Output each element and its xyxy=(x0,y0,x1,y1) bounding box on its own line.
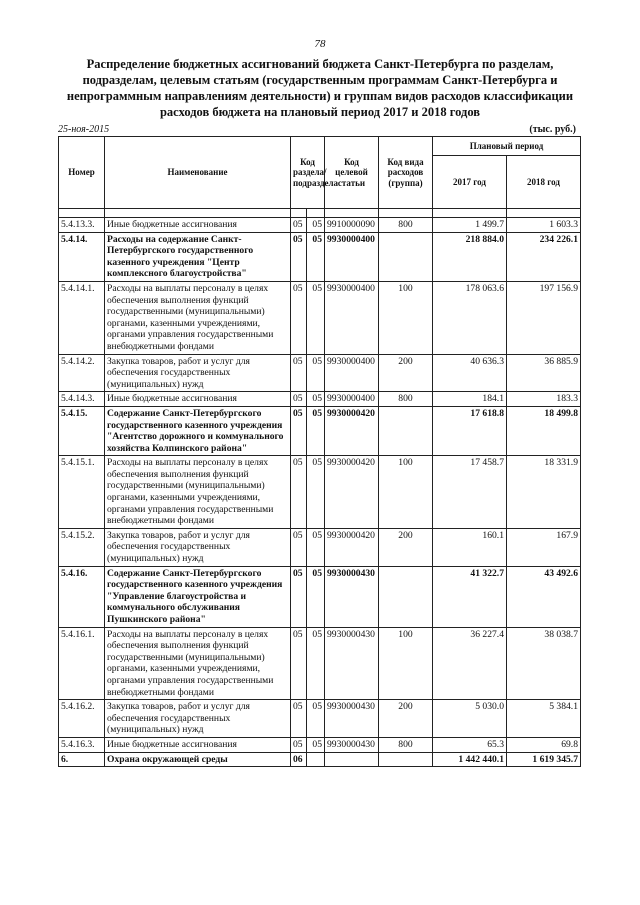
row-subsection-cell: 05 xyxy=(307,700,325,738)
header-name: Наименование xyxy=(105,137,291,209)
document-date: 25-ноя-2015 xyxy=(58,124,110,135)
row-2018-value-cell: 43 492.6 xyxy=(507,566,581,627)
document-title: Распределение бюджетных ассигнований бюджета Санкт-Петербурга по разделам, подразделам, целевым статьям (государственным программам Санкт-Петербурга и непрограммным направлениям деятельности) и группам видов расходов классификации расходов бюджета на плановый период 2017 и 2018 годов xyxy=(66,57,574,119)
row-2017-value-cell: 17 458.7 xyxy=(433,456,507,529)
row-number-cell: 5.4.14.3. xyxy=(59,392,105,407)
header-expense-type: Код вида расходов (группа) xyxy=(379,137,433,209)
row-subsection-cell: 05 xyxy=(307,392,325,407)
spacer-row xyxy=(59,209,581,218)
row-subsection-cell: 05 xyxy=(307,737,325,752)
row-name-cell: Расходы на выплаты персоналу в целях обеспечения выполнения функций государственными (муниципальными) органами, казенными учреждениями, органами управления государственными внебюджетными фондами xyxy=(105,627,291,700)
row-2018-value-cell: 197 156.9 xyxy=(507,281,581,354)
row-section-cell: 05 xyxy=(291,737,307,752)
row-name-cell: Закупка товаров, работ и услуг для обеспечения государственных (муниципальных) нужд xyxy=(105,354,291,392)
row-section-cell: 05 xyxy=(291,627,307,700)
table-row xyxy=(59,232,581,281)
row-target-article-cell: 9910000090 xyxy=(325,218,379,233)
row-target-article-cell: 9930000430 xyxy=(325,737,379,752)
row-expense-type-cell: 100 xyxy=(379,456,433,529)
row-number-cell: 5.4.14.1. xyxy=(59,281,105,354)
header-number: Номер xyxy=(59,137,105,209)
row-2018-value-cell: 1 619 345.7 xyxy=(507,752,581,767)
row-2017-value-cell: 178 063.6 xyxy=(433,281,507,354)
row-section-cell: 05 xyxy=(291,528,307,566)
row-target-article-cell: 9930000400 xyxy=(325,354,379,392)
row-2018-value-cell: 36 885.9 xyxy=(507,354,581,392)
row-subsection-cell xyxy=(307,752,325,767)
row-number-cell: 5.4.16. xyxy=(59,566,105,627)
table-row xyxy=(59,456,581,529)
row-expense-type-cell xyxy=(379,566,433,627)
row-target-article-cell: 9930000430 xyxy=(325,627,379,700)
header-planning-period: Плановый период xyxy=(433,137,581,156)
row-2017-value-cell: 1 442 440.1 xyxy=(433,752,507,767)
row-subsection-cell: 05 xyxy=(307,528,325,566)
row-section-cell: 05 xyxy=(291,456,307,529)
row-number-cell: 5.4.16.2. xyxy=(59,700,105,738)
row-2017-value-cell: 36 227.4 xyxy=(433,627,507,700)
page-number: 78 xyxy=(314,38,326,50)
row-expense-type-cell: 800 xyxy=(379,218,433,233)
header-section-subsection: Код раздела/ подраздела xyxy=(291,137,325,209)
row-subsection-cell: 05 xyxy=(307,566,325,627)
row-expense-type-cell: 800 xyxy=(379,392,433,407)
row-target-article-cell: 9930000430 xyxy=(325,700,379,738)
row-expense-type-cell: 200 xyxy=(379,354,433,392)
row-target-article-cell xyxy=(325,752,379,767)
row-section-cell: 05 xyxy=(291,700,307,738)
budget-table xyxy=(58,136,581,767)
row-target-article-cell: 9930000400 xyxy=(325,281,379,354)
row-subsection-cell: 05 xyxy=(307,406,325,455)
row-2017-value-cell: 218 884.0 xyxy=(433,232,507,281)
header-row-1 xyxy=(59,137,581,156)
row-number-cell: 5.4.14. xyxy=(59,232,105,281)
row-2018-value-cell: 38 038.7 xyxy=(507,627,581,700)
row-2018-value-cell: 69.8 xyxy=(507,737,581,752)
table-row xyxy=(59,700,581,738)
row-subsection-cell: 05 xyxy=(307,281,325,354)
row-section-cell: 05 xyxy=(291,354,307,392)
row-name-cell: Расходы на выплаты персоналу в целях обеспечения выполнения функций государственными (муниципальными) органами, казенными учреждениями, органами управления государственными внебюджетными фондами xyxy=(105,456,291,529)
row-target-article-cell: 9930000400 xyxy=(325,232,379,281)
row-2017-value-cell: 41 322.7 xyxy=(433,566,507,627)
row-name-cell: Содержание Санкт-Петербургского государственного казенного учреждения "Агентство дорожного и коммунального хозяйства Колпинского района" xyxy=(105,406,291,455)
row-target-article-cell: 9930000430 xyxy=(325,566,379,627)
row-2018-value-cell: 5 384.1 xyxy=(507,700,581,738)
row-section-cell: 06 xyxy=(291,752,307,767)
budget-table-body xyxy=(59,209,581,767)
row-subsection-cell: 05 xyxy=(307,456,325,529)
row-section-cell: 05 xyxy=(291,232,307,281)
row-expense-type-cell: 100 xyxy=(379,281,433,354)
row-target-article-cell: 9930000420 xyxy=(325,456,379,529)
row-number-cell: 5.4.16.1. xyxy=(59,627,105,700)
row-name-cell: Расходы на содержание Санкт-Петербургского государственного казенного учреждения "Центр комплексного благоустройства" xyxy=(105,232,291,281)
row-2017-value-cell: 40 636.3 xyxy=(433,354,507,392)
row-expense-type-cell: 800 xyxy=(379,737,433,752)
row-name-cell: Содержание Санкт-Петербургского государственного казенного учреждения "Управление благоустройства и коммунального обслуживания Пушкинского района" xyxy=(105,566,291,627)
table-row xyxy=(59,752,581,767)
row-2018-value-cell: 1 603.3 xyxy=(507,218,581,233)
row-name-cell: Иные бюджетные ассигнования xyxy=(105,737,291,752)
row-subsection-cell: 05 xyxy=(307,232,325,281)
row-name-cell: Закупка товаров, работ и услуг для обеспечения государственных (муниципальных) нужд xyxy=(105,700,291,738)
row-number-cell: 5.4.15.2. xyxy=(59,528,105,566)
row-2018-value-cell: 234 226.1 xyxy=(507,232,581,281)
header-year-2017: 2017 год xyxy=(433,156,507,209)
row-2018-value-cell: 18 499.8 xyxy=(507,406,581,455)
row-2018-value-cell: 183.3 xyxy=(507,392,581,407)
table-row xyxy=(59,737,581,752)
header-year-2018: 2018 год xyxy=(507,156,581,209)
row-number-cell: 5.4.15.1. xyxy=(59,456,105,529)
row-2017-value-cell: 5 030.0 xyxy=(433,700,507,738)
row-target-article-cell: 9930000420 xyxy=(325,406,379,455)
row-name-cell: Расходы на выплаты персоналу в целях обеспечения выполнения функций государственными (муниципальными) органами, казенными учреждениями, органами управления государственными внебюджетными фондами xyxy=(105,281,291,354)
row-expense-type-cell xyxy=(379,752,433,767)
row-section-cell: 05 xyxy=(291,406,307,455)
row-subsection-cell: 05 xyxy=(307,218,325,233)
table-row xyxy=(59,354,581,392)
row-2017-value-cell: 1 499.7 xyxy=(433,218,507,233)
row-section-cell: 05 xyxy=(291,218,307,233)
row-section-cell: 05 xyxy=(291,281,307,354)
header-target-article: Код целевой статьи xyxy=(325,137,379,209)
row-name-cell: Иные бюджетные ассигнования xyxy=(105,392,291,407)
table-row xyxy=(59,406,581,455)
row-subsection-cell: 05 xyxy=(307,354,325,392)
row-section-cell: 05 xyxy=(291,392,307,407)
table-row xyxy=(59,392,581,407)
row-name-cell: Охрана окружающей среды xyxy=(105,752,291,767)
units-label: (тыс. руб.) xyxy=(529,124,576,135)
row-expense-type-cell: 100 xyxy=(379,627,433,700)
row-name-cell: Иные бюджетные ассигнования xyxy=(105,218,291,233)
table-row xyxy=(59,566,581,627)
row-number-cell: 5.4.16.3. xyxy=(59,737,105,752)
table-row xyxy=(59,218,581,233)
row-target-article-cell: 9930000420 xyxy=(325,528,379,566)
row-2017-value-cell: 65.3 xyxy=(433,737,507,752)
row-number-cell: 5.4.14.2. xyxy=(59,354,105,392)
row-expense-type-cell: 200 xyxy=(379,528,433,566)
row-2018-value-cell: 167.9 xyxy=(507,528,581,566)
row-expense-type-cell xyxy=(379,406,433,455)
row-number-cell: 6. xyxy=(59,752,105,767)
row-number-cell: 5.4.15. xyxy=(59,406,105,455)
row-expense-type-cell xyxy=(379,232,433,281)
row-2017-value-cell: 17 618.8 xyxy=(433,406,507,455)
row-2018-value-cell: 18 331.9 xyxy=(507,456,581,529)
row-number-cell: 5.4.13.3. xyxy=(59,218,105,233)
row-name-cell: Закупка товаров, работ и услуг для обеспечения государственных (муниципальных) нужд xyxy=(105,528,291,566)
table-row xyxy=(59,281,581,354)
row-target-article-cell: 9930000400 xyxy=(325,392,379,407)
row-2017-value-cell: 160.1 xyxy=(433,528,507,566)
row-2017-value-cell: 184.1 xyxy=(433,392,507,407)
row-subsection-cell: 05 xyxy=(307,627,325,700)
table-row xyxy=(59,528,581,566)
table-row xyxy=(59,627,581,700)
row-expense-type-cell: 200 xyxy=(379,700,433,738)
row-section-cell: 05 xyxy=(291,566,307,627)
